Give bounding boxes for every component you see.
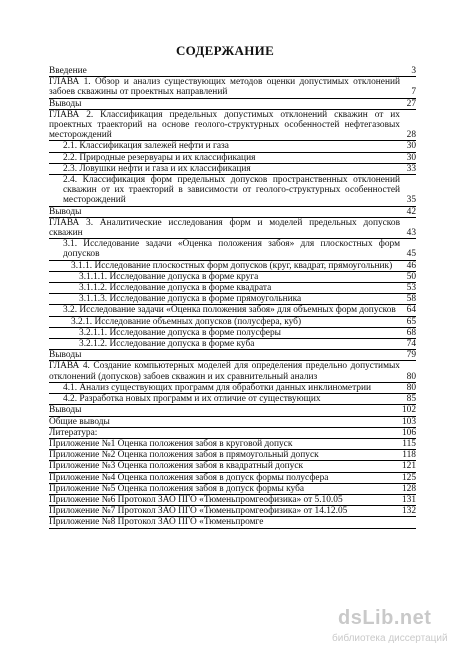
toc-entry-text: 3.2. Исследование задачи «Оценка положения забоя» для объемных форм допусков [63, 305, 396, 316]
toc-entry [49, 473, 416, 484]
toc-entry-text: Введение [49, 66, 87, 76]
toc-entry-page: 50 [406, 271, 416, 282]
toc-entry-text: 3.2.1.1. Исследование допуска в форме полусферы [79, 327, 281, 338]
toc-entry [49, 261, 416, 272]
toc-entry-page: 132 [401, 506, 416, 517]
toc-entry-text: Общие выводы [49, 416, 110, 427]
toc-entry-text: Приложение №3 Оценка положения забоя в квадратный допуск [49, 461, 304, 472]
toc-entry-page: 30 [406, 141, 416, 152]
toc-entry-text: 3.1. Исследование задачи «Оценка положения забоя» для плоскостных форм допусков [63, 239, 400, 260]
toc-entry [49, 218, 416, 239]
toc-entry-text: Приложение №2 Оценка положения забоя в прямоугольный допуск [49, 450, 319, 461]
toc-entry-page: 46 [406, 260, 416, 271]
toc-entry [49, 207, 416, 218]
toc-entry-text: ГЛАВА 1. Обзор и анализ существующих методов оценки допустимых отклонений забоев скважины от проектных направлений [49, 77, 400, 98]
toc-entry-page: 106 [401, 427, 416, 438]
toc-entry-page: 115 [402, 438, 416, 449]
toc-entry-page: 103 [401, 416, 416, 427]
toc-entry-text: Приложение №5 Оценка положения забоя в допуск формы куба [49, 483, 305, 494]
toc-entry-page: 43 [406, 228, 416, 239]
toc-entry [49, 99, 416, 110]
toc-entry-page: 68 [406, 327, 416, 338]
page-title: СОДЕРЖАНИЕ [175, 43, 275, 58]
toc-entry [49, 141, 416, 152]
toc-entry-text: 2.2. Природные резервуары и их классификация [63, 152, 256, 163]
toc-entry [49, 405, 416, 416]
toc-entry-text: 2.4. Классификация форм предельных допусков пространственных отклонений скважин от их траекторий в зависимости от геолого-структурных особенностей месторождений [63, 175, 400, 206]
toc-entry [49, 164, 416, 175]
toc-entry-text: 3.1.1. Исследование плоскостных форм допусков (круг, квадрат, прямоугольник) [71, 260, 393, 271]
toc-entry [49, 506, 416, 517]
toc-entry-page: 7 [411, 87, 416, 98]
toc-entry [49, 383, 416, 394]
toc-entry-page: 30 [406, 152, 416, 163]
toc-entry-text: Приложение №4 Оценка положения забоя в допуск формы полусфера [49, 472, 329, 483]
watermark-tagline: библиотека диссертаций [332, 633, 448, 644]
toc-entry-page: 3 [411, 66, 416, 76]
toc-entry [49, 294, 416, 305]
toc-entry [49, 439, 416, 450]
toc-entry [49, 328, 416, 339]
toc-entry-text: ГЛАВА 3. Аналитические исследования форм и моделей предельных допусков скважин [49, 217, 400, 239]
toc-entry-text: Приложение №1 Оценка положения забоя в круговой допуск [49, 438, 293, 449]
toc-entry-page: 45 [406, 249, 416, 260]
toc-entry-text: Выводы [49, 98, 82, 109]
toc-entry-text: 3.1.1.1. Исследование допуска в форме круга [79, 271, 259, 282]
toc-entry-page: 131 [401, 494, 416, 505]
toc-entry-page: 65 [406, 316, 416, 327]
toc-entry-page: 125 [401, 472, 416, 483]
toc-entry [49, 66, 416, 77]
toc-entry [49, 495, 416, 506]
toc-entry-page: 53 [406, 283, 416, 294]
toc-entry-text: Приложение №7 Протокол ЗАО ПГО «Тюменьпромгеофизика» от 14.12.05 [49, 506, 348, 517]
toc-entry-text: Выводы [49, 350, 82, 361]
toc-entry [49, 175, 416, 207]
toc-entry-text: ГЛАВА 2. Классификация предельных допустимых отклонений скважин от их проектных траекторий на основе геолого-структурных особенностей нефтегазовых месторождений [49, 109, 400, 141]
watermark [332, 607, 448, 647]
toc-entry-page: 35 [406, 195, 416, 206]
toc-entry-page: 128 [401, 483, 416, 494]
toc-entry-page: 58 [406, 294, 416, 305]
toc-entry [49, 77, 416, 98]
toc-entry-page: 80 [406, 371, 416, 382]
toc-entry [49, 361, 416, 382]
toc-entry-page: 64 [406, 305, 416, 316]
toc-entry [49, 350, 416, 361]
toc-entry-text: Литература: [49, 427, 98, 438]
toc-entry [49, 517, 416, 528]
toc-entry-text: Выводы [49, 206, 82, 217]
toc-entry-text: 2.3. Ловушки нефти и газа и их классификация [63, 163, 251, 174]
toc-entry [49, 239, 416, 260]
toc-entry-text: Приложение №8 Протокол ЗАО ПГО «Тюменьпромге [49, 517, 264, 528]
toc-entry-text: Приложение №6 Протокол ЗАО ПГО «Тюменьпромгеофизика» от 5.10.05 [49, 494, 343, 505]
toc-entry-page: 42 [406, 206, 416, 217]
toc-entry [49, 484, 416, 495]
toc-entry-text: 3.2.1.2. Исследование допуска в форме куба [79, 339, 255, 350]
watermark-logo: dsLib.net [338, 607, 432, 629]
toc-entry-page: 27 [406, 98, 416, 109]
toc-entry [49, 428, 416, 439]
toc-entry [49, 317, 416, 328]
toc-entry-page: 80 [406, 382, 416, 393]
toc-entry [49, 450, 416, 461]
toc-entry [49, 110, 416, 142]
toc-entry-text: 4.2. Разработка новых программ и их отличие от существующих [63, 394, 321, 405]
toc-entry-page: 118 [402, 450, 416, 461]
toc-entry [49, 394, 416, 405]
table-of-contents [49, 66, 416, 529]
toc-entry-text: 3.2.1. Исследование объемных допусков (полусфера, куб) [71, 316, 302, 327]
toc-entry-page: 85 [406, 394, 416, 405]
toc-entry [49, 272, 416, 283]
toc-entry-text: 4.1. Анализ существующих программ для обработки данных инклинометрии [63, 382, 372, 393]
toc-entry [49, 461, 416, 472]
toc-entry-page: 121 [401, 461, 416, 472]
toc-entry-text: 3.1.1.3. Исследование допуска в форме прямоугольника [79, 294, 302, 305]
toc-entry-page: 33 [406, 163, 416, 174]
toc-entry [49, 153, 416, 164]
toc-entry [49, 339, 416, 350]
toc-entry-page: 102 [401, 405, 416, 416]
toc-entry-page: 28 [406, 130, 416, 141]
toc-entry-text: Выводы [49, 405, 82, 416]
toc-entry [49, 283, 416, 294]
toc-entry-text: 2.1. Классификация залежей нефти и газа [63, 141, 229, 152]
toc-entry-text: 3.1.1.2. Исследование допуска в форме квадрата [79, 283, 272, 294]
toc-entry-page: 79 [406, 350, 416, 361]
toc-entry-page: 74 [406, 339, 416, 350]
toc-entry [49, 417, 416, 428]
toc-entry-text: ГЛАВА 4. Создание компьютерных моделей для определения предельно допустимых отклонений (допусков) забоев скважин и их сравнительный анализ [49, 361, 400, 382]
toc-entry [49, 305, 416, 316]
